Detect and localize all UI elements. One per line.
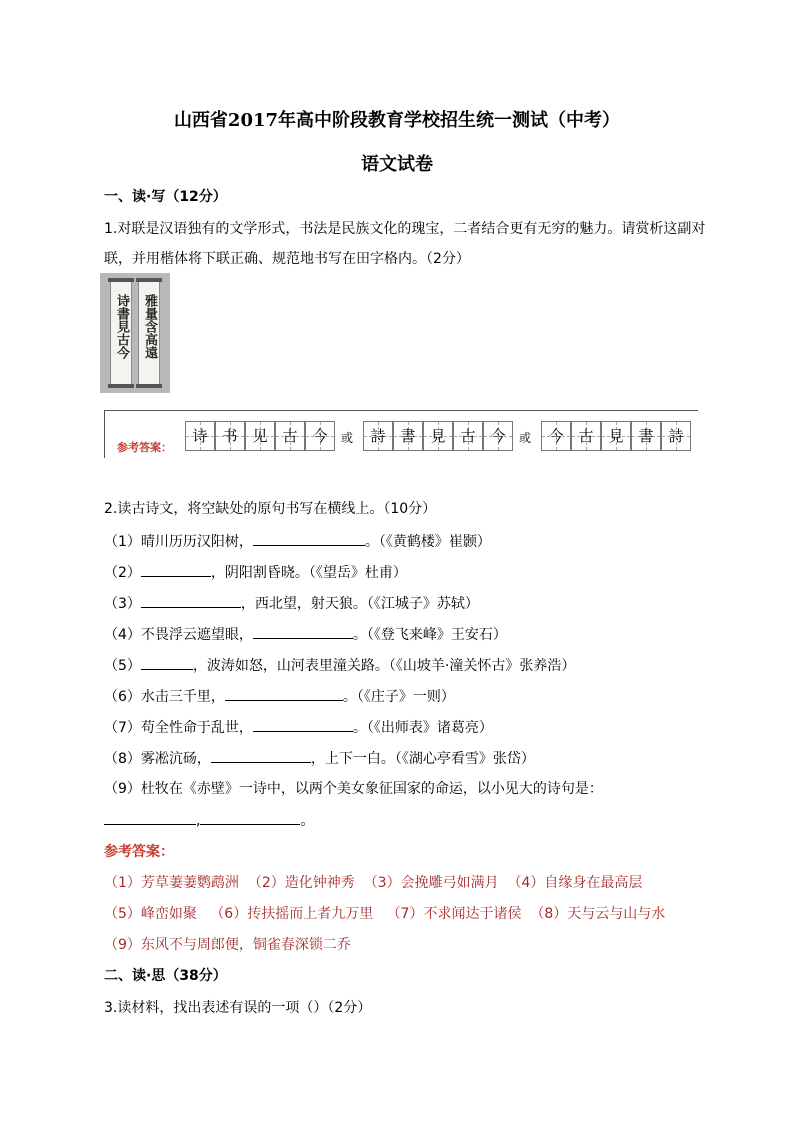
answer-blank[interactable]: [253, 716, 353, 732]
grid-cell: 見: [423, 421, 453, 451]
grid-cell: 古: [453, 421, 483, 451]
answer-blank[interactable]: [141, 561, 211, 577]
grid-cell: 书: [215, 421, 245, 451]
question-1-line-1: 1.对联是汉语独有的文学形式，书法是民族文化的瑰宝，二者结合更有无穷的魅力。请赏析这副对: [104, 221, 706, 237]
grid-cell: 詩: [661, 421, 691, 451]
grid-cell: 書: [631, 421, 661, 451]
page-title: 山西省2017年高中阶段教育学校招生统一测试（中考）: [173, 110, 621, 131]
answer-blank[interactable]: [225, 685, 343, 701]
question-2-item-4: （4）不畏浮云遮望眼， 。（《登飞来峰》王安石）: [104, 623, 507, 644]
section-heading-1: 一、读·写（12分）: [104, 189, 227, 205]
answer-blank[interactable]: [253, 530, 365, 546]
grid-cell: 今: [305, 421, 335, 451]
answer-blank[interactable]: [211, 747, 311, 763]
couplet-upper-scroll: 雅量含高遠: [138, 281, 160, 385]
answer-blank[interactable]: [200, 809, 300, 825]
question-3: 3.读材料，找出表述有误的一项（）（2分）: [104, 1000, 372, 1016]
grid-cell: 詩: [363, 421, 393, 451]
page-subtitle: 语文试卷: [361, 154, 433, 175]
question-1-line-2: 联，并用楷体将下联正确、规范地书写在田字格内。（2分）: [104, 251, 470, 267]
question-2-item-5: （5） ，波涛如怒，山河表里潼关路。（《山坡羊·潼关怀古》张养浩）: [104, 654, 575, 675]
question-2-item-9: （9）杜牧在《赤壁》一诗中，以两个美女象征国家的命运，以小见大的诗句是：: [104, 781, 603, 797]
grid-cell: 今: [541, 421, 571, 451]
or-text: 或: [341, 431, 354, 445]
grid-cell: 今: [483, 421, 513, 451]
grid-cell: 见: [245, 421, 275, 451]
question-2-item-9-blanks: , 。: [104, 809, 314, 830]
answer-blank[interactable]: [141, 654, 193, 670]
question-2-item-6: （6）水击三千里， 。（《庄子》一则）: [104, 685, 455, 706]
question-2-item-3: （3） ，西北望，射天狼。（《江城子》苏轼）: [104, 592, 479, 613]
question-2-item-1: （1）晴川历历汉阳树， 。（《黄鹤楼》崔颢）: [104, 530, 491, 551]
answer-blank[interactable]: [141, 592, 241, 608]
reference-answer-label: 参考答案：: [104, 844, 174, 860]
or-text: 或: [519, 431, 532, 445]
answer-grid-strip: [104, 410, 698, 458]
answer-row-1: （1）芳草萋萋鹦鹉洲 （2）造化钟神秀 （3）会挽雕弓如满月 （4）自缘身在最高层: [104, 875, 643, 891]
grid-cell: 诗: [185, 421, 215, 451]
couplet-image: [100, 273, 170, 393]
section-heading-2: 二、读·思（38分）: [104, 968, 227, 984]
question-2-intro: 2.读古诗文，将空缺处的原句书写在横线上。（10分）: [104, 501, 437, 517]
grid-cell: 書: [393, 421, 423, 451]
question-2-item-7: （7）苟全性命于乱世， 。（《出师表》诸葛亮）: [104, 716, 493, 737]
couplet-lower-scroll: 诗書見古今: [110, 281, 132, 385]
grid-cell: 古: [571, 421, 601, 451]
grid-cell: 古: [275, 421, 305, 451]
question-2-item-8: （8）雾凇沆砀， ，上下一白。（《湖心亭看雪》张岱）: [104, 747, 535, 768]
answer-blank[interactable]: [253, 623, 353, 639]
answer-blank[interactable]: [104, 809, 196, 825]
answer-row-3: （9）东风不与周郎便，铜雀春深锁二乔: [104, 937, 351, 953]
answer-row-2: （5）峰峦如聚 （6）抟扶摇而上者九万里 （7）不求闻达于诸侯 （8）天与云与山与水: [104, 906, 666, 922]
answer-label: 参考答案：: [117, 441, 172, 454]
grid-cell: 見: [601, 421, 631, 451]
question-2-item-2: （2） ，阴阳割昏晓。（《望岳》杜甫）: [104, 561, 407, 582]
